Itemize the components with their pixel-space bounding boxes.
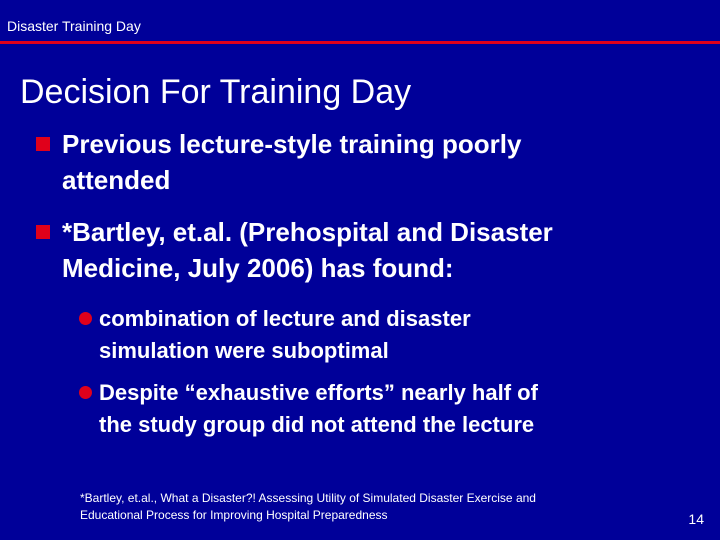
header-divider [0, 41, 720, 44]
sub-bullet-line: the study group did not attend the lecture [99, 412, 535, 437]
sub-bullet-item [99, 303, 471, 367]
sub-bullet-item [99, 377, 538, 441]
bullet-line: *Bartley, et.al. (Prehospital and Disaster [62, 217, 553, 247]
footnote-line: *Bartley, et.al., What a Disaster?! Assessing Utility of Simulated Disaster Exercise and [80, 491, 536, 505]
sub-bullet-line: simulation were suboptimal [99, 338, 389, 363]
bullet-line: Previous lecture-style training poorly [62, 129, 522, 159]
header-title: Disaster Training Day [7, 18, 141, 34]
circle-bullet-icon [79, 386, 92, 399]
sub-bullet-line: Despite “exhaustive efforts” nearly half of [99, 380, 538, 405]
square-bullet-icon [36, 137, 50, 151]
bullet-line: Medicine, July 2006) has found: [62, 253, 454, 283]
slide-title: Decision For Training Day [20, 73, 412, 111]
bullet-item [62, 126, 521, 198]
sub-bullet-line: combination of lecture and disaster [99, 306, 471, 331]
page-number: 14 [688, 511, 704, 527]
citation-footnote [80, 490, 536, 524]
footnote-line: Educational Process for Improving Hospital Preparedness [80, 508, 388, 522]
square-bullet-icon [36, 225, 50, 239]
circle-bullet-icon [79, 312, 92, 325]
bullet-item [62, 214, 553, 286]
bullet-line: attended [62, 165, 171, 195]
